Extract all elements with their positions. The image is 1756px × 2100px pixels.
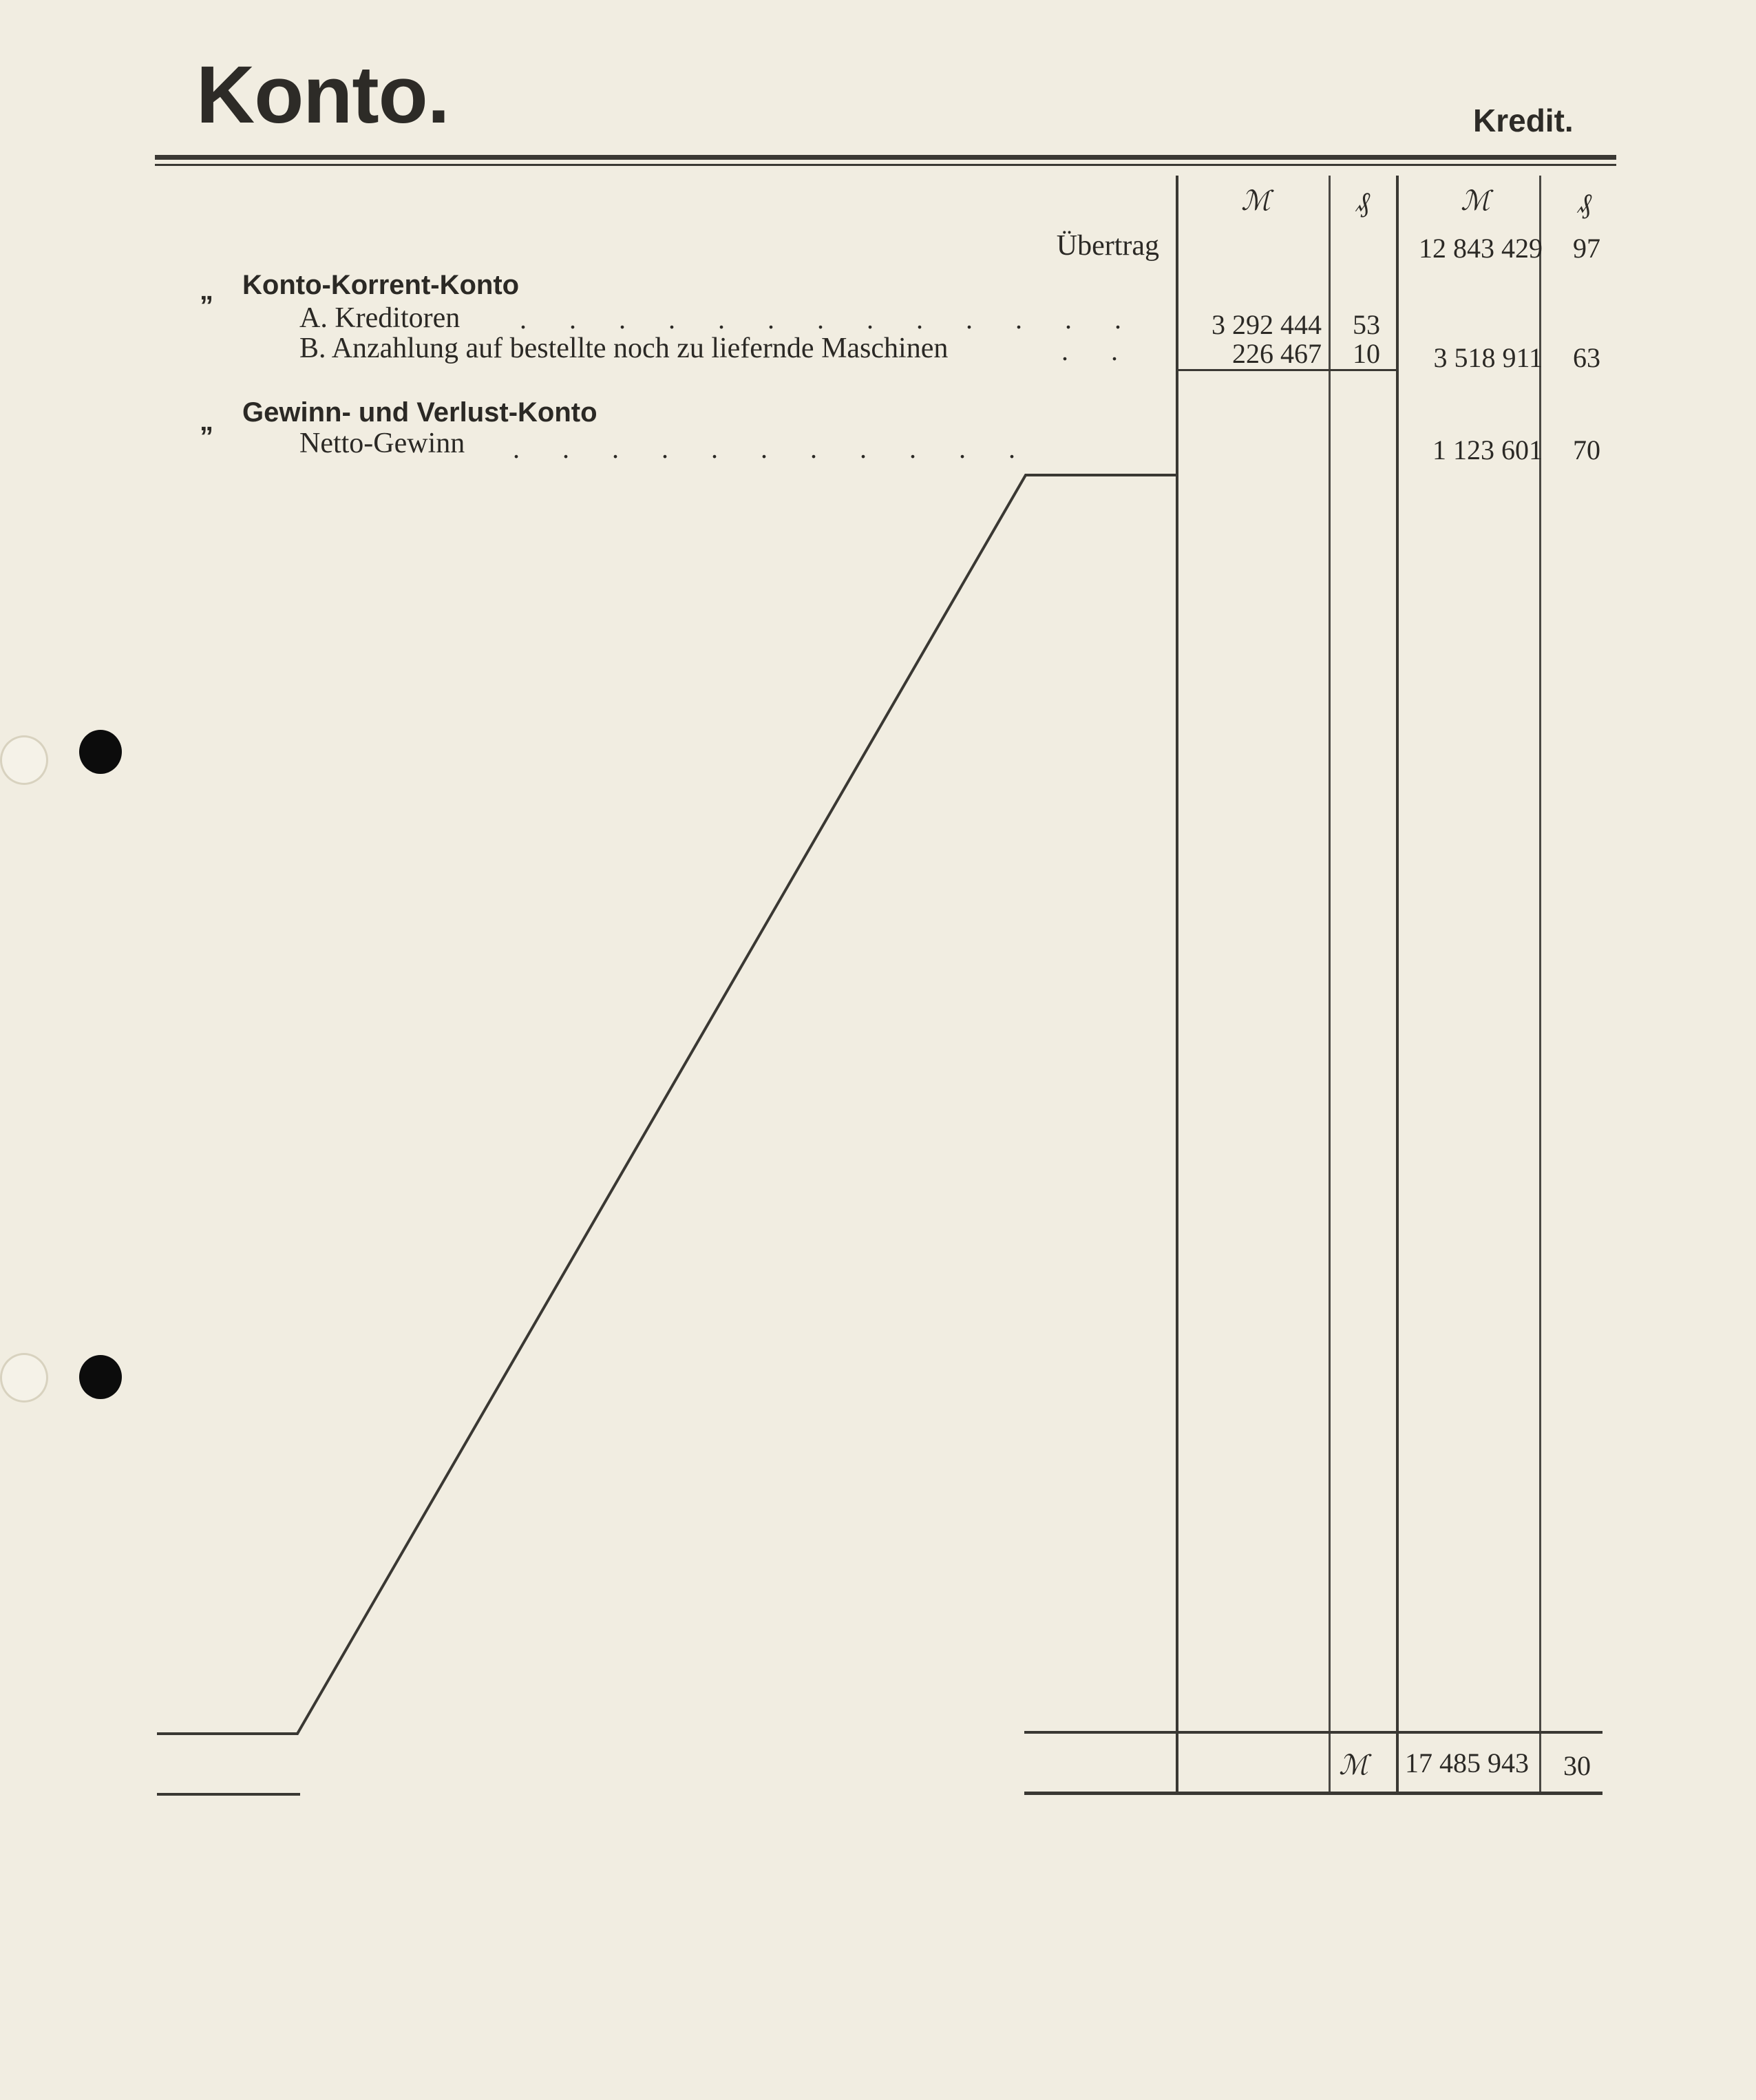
netto-gewinn-pf: 70 bbox=[1573, 434, 1600, 465]
anzahlung-mark: 226 467 bbox=[1232, 338, 1322, 369]
kreditoren-pf: 53 bbox=[1353, 309, 1380, 340]
pf-header-2: ₰ bbox=[1578, 188, 1591, 219]
gewinn-title: Gewinn- und Verlust-Konto bbox=[242, 397, 597, 428]
mark-header-1: ℳ bbox=[1241, 185, 1271, 216]
anzahlung-dots: . . bbox=[1061, 335, 1136, 366]
kreditoren-dots: . . . . . . . . . . . . . bbox=[520, 304, 1139, 335]
gewinn-quote: „ bbox=[200, 406, 213, 437]
netto-gewinn-mark: 1 123 601 bbox=[1432, 434, 1543, 465]
konto-korrent-total-pf: 63 bbox=[1573, 342, 1600, 373]
kredit-label: Kredit. bbox=[1473, 103, 1574, 138]
grand-total-pf: 30 bbox=[1563, 1750, 1591, 1781]
footer-rule-bottom bbox=[1024, 1792, 1602, 1795]
kreditoren-mark: 3 292 444 bbox=[1212, 309, 1322, 340]
uebertrag-mark: 12 843 429 bbox=[1419, 233, 1543, 264]
kreditoren-label: A. Kreditoren bbox=[299, 302, 461, 334]
konto-korrent-quote: „ bbox=[200, 275, 213, 306]
page-title: Konto. bbox=[196, 50, 449, 140]
uebertrag-pf: 97 bbox=[1573, 233, 1600, 264]
footer-currency: ℳ bbox=[1339, 1750, 1368, 1781]
konto-korrent-title: Konto-Korrent-Konto bbox=[242, 270, 520, 300]
grand-total-mark: 17 485 943 bbox=[1405, 1747, 1529, 1778]
footer-rule-top bbox=[1024, 1731, 1602, 1734]
mark-header-2: ℳ bbox=[1461, 185, 1490, 216]
anzahlung-pf: 10 bbox=[1353, 338, 1380, 369]
netto-gewinn-label: Netto-Gewinn bbox=[299, 428, 465, 459]
anzahlung-label: B. Anzahlung auf bestellte noch zu liefernde Maschinen bbox=[299, 333, 949, 364]
netto-gewinn-dots: . . . . . . . . . . . bbox=[513, 433, 1033, 464]
pf-header-1: ₰ bbox=[1356, 187, 1370, 218]
konto-korrent-total-mark: 3 518 911 bbox=[1433, 342, 1543, 373]
uebertrag-label: Übertrag bbox=[1056, 230, 1159, 262]
